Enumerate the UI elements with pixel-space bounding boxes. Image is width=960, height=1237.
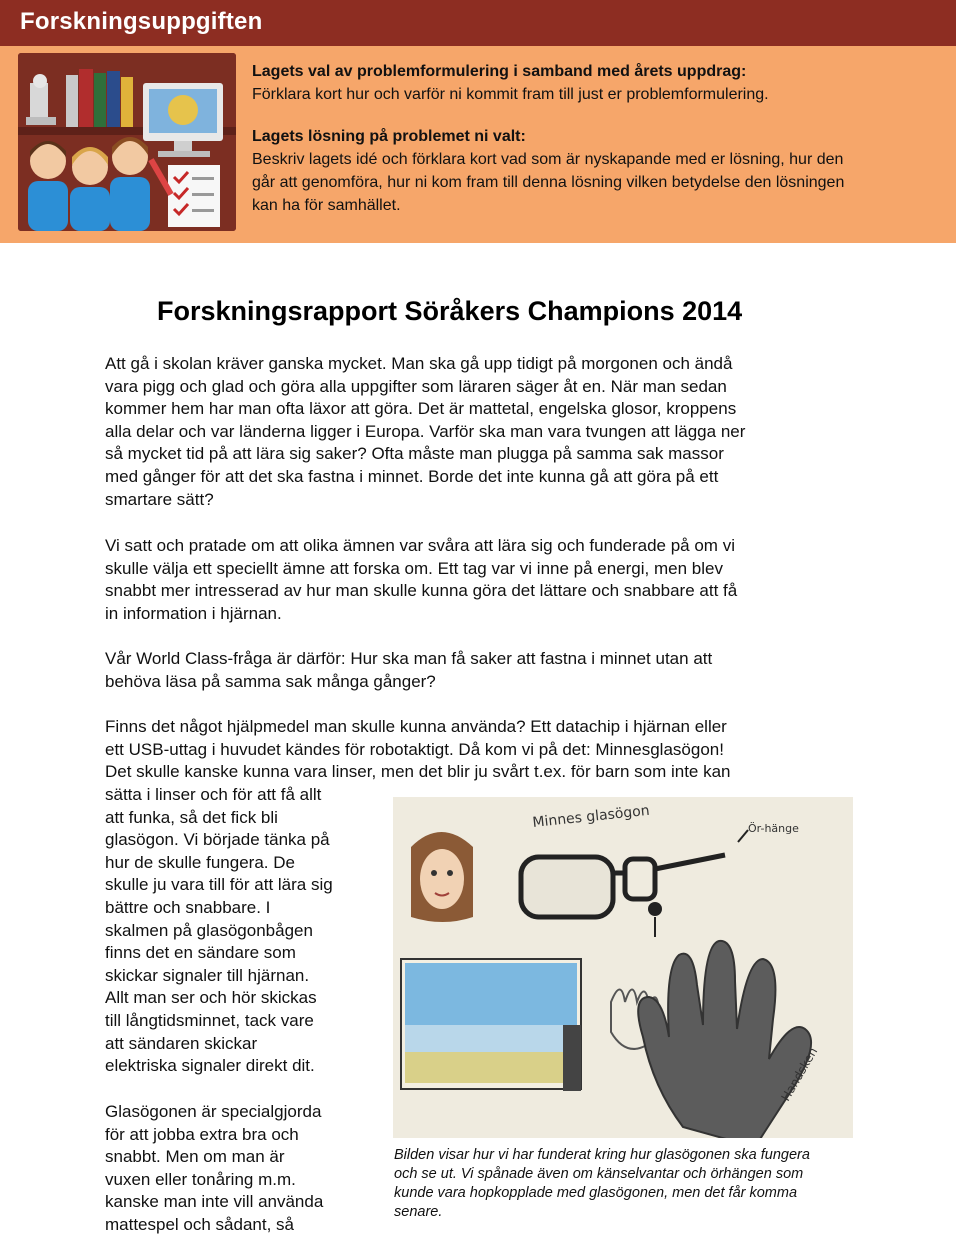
paragraph-5 [105, 1101, 380, 1237]
books-icon [66, 69, 133, 127]
banner-instructions [252, 60, 942, 217]
text-line: in information i hjärnan. [105, 603, 282, 623]
text-line: hur de skulle fungera. De [105, 852, 295, 872]
drawing-title-handwriting: Minnes glasögon [531, 802, 651, 831]
text-line: mattespel och sådant, så [105, 1214, 295, 1234]
text-line: Allt man ser och hör skickas [105, 988, 317, 1008]
text-line: skalmen på glasögonbågen [105, 920, 313, 940]
banner-title-bar [0, 0, 956, 46]
paragraph-1 [105, 353, 855, 511]
text-line: Finns det något hjälpmedel man skulle kunna använda? Ett datachip i hjärnan eller [105, 717, 727, 736]
caption-line: Bilden visar hur vi har funderat kring hur glasögonen ska fungera [394, 1147, 810, 1163]
drawing-earring-handwriting: Ör-hänge [748, 822, 799, 835]
text-line: bättre och snabbare. I [105, 897, 271, 917]
text-line: att sändaren skickar [105, 1033, 258, 1053]
drawing-image [393, 797, 853, 1138]
banner-heading-2: Lagets lösning på problemet ni valt: [252, 128, 526, 145]
header-banner [0, 0, 956, 243]
caption-line: och se ut. Vi spånade även om känselvantar och örhängen som [394, 1166, 804, 1182]
text-line: behöva läsa på samma sak många gånger? [105, 671, 436, 691]
banner-text-1: Förklara kort hur och varför ni kommit fram till just er problemformulering. [252, 86, 769, 103]
caption-line: senare. [394, 1204, 443, 1220]
banner-text-2-line: går att genomföra, hur ni kom fram till denna lösning vilken betydelse den lösningen [252, 174, 845, 191]
paragraph-2 [105, 535, 855, 625]
banner-text-2-line: kan ha för samhället. [252, 197, 401, 214]
text-line: snabbt mer intresserad av hur man skulle kunna göra det lättare och snabbare att få [105, 581, 738, 601]
text-line: Det skulle kanske kunna vara linser, men det blir ju svårt t.ex. för barn som inte kan [105, 762, 731, 782]
screen-sketch [401, 959, 581, 1091]
children-icon [28, 137, 150, 231]
text-line: vara pigg och glad och göra alla uppgifter som läraren säger åt en. När man sedan [105, 376, 727, 396]
banner-heading-1: Lagets val av problemformulering i samband med årets uppdrag: [252, 63, 747, 80]
text-line: smartare sätt? [105, 489, 214, 509]
text-line: sätta i linser och för att få allt [105, 785, 322, 804]
text-line: att funka, så det fick bli [105, 807, 278, 827]
text-line: glasögon. Vi började tänka på [105, 830, 330, 850]
paragraph-4-continued [105, 784, 380, 1078]
text-line: skulle ju vara till för att lära sig [105, 875, 333, 895]
text-line: Vår World Class-fråga är därför: Hur ska man få saker att fastna i minnet utan att [105, 649, 713, 668]
paragraph-3 [105, 648, 855, 693]
text-line: kanske man inte vill använda [105, 1192, 324, 1212]
paragraph-4 [105, 716, 855, 784]
drawing-glove-handwriting: Handsken [778, 1045, 821, 1104]
text-line: finns det en sändare som [105, 943, 296, 963]
text-line: Glasögonen är specialgjorda [105, 1102, 322, 1121]
text-line: så mycket tid på att lära sig saker? Ofta måste man plugga på samma sak massor [105, 444, 724, 464]
text-line: vuxen eller tonåring m.m. [105, 1169, 296, 1189]
text-line: elektriska signaler direkt dit. [105, 1056, 315, 1076]
text-line: alla delar och var länderna ligger i Europa. Varför ska man vara tvungen att lägga ner [105, 421, 746, 441]
text-line: skickar signaler till hjärnan. [105, 965, 310, 985]
text-line: Att gå i skolan kräver ganska mycket. Man ska gå upp tidigt på morgonen och ändå [105, 354, 733, 373]
banner-illustration [18, 53, 236, 231]
report-title: Forskningsrapport Söråkers Champions 2014 [157, 296, 743, 326]
text-line: ett USB-uttag i huvudet kändes för robotaktigt. Då kom vi på det: Minnesglasögon! [105, 739, 724, 759]
image-caption [394, 1146, 874, 1222]
banner-text-2-line: Beskriv lagets idé och förklara kort vad som är nyskapande med er lösning, hur den [252, 151, 844, 168]
text-line: skulle välja ett speciellt ämne att forska om. Ett tag var vi inne på energi, men blev [105, 558, 723, 578]
text-line: till långtidsminnet, tack vare [105, 1010, 314, 1030]
text-line: Vi satt och pratade om att olika ämnen var svåra att lära sig och funderade på om vi [105, 536, 735, 555]
face-sketch [411, 832, 473, 922]
text-line: snabbt. Men om man är [105, 1147, 285, 1167]
banner-title: Forskningsuppgiften [20, 8, 263, 35]
caption-line: kunde vara hopkopplade med glasögonen, men det får komma [394, 1185, 798, 1201]
text-line: med gånger för att det ska fastna i minnet. Borde det inte kunna gå att göra på ett [105, 466, 719, 486]
text-line: för att jobba extra bra och [105, 1124, 299, 1144]
text-line: kommer hem har man ofta läxor att göra. Det är mattetal, engelska glosor, kroppens [105, 399, 737, 419]
